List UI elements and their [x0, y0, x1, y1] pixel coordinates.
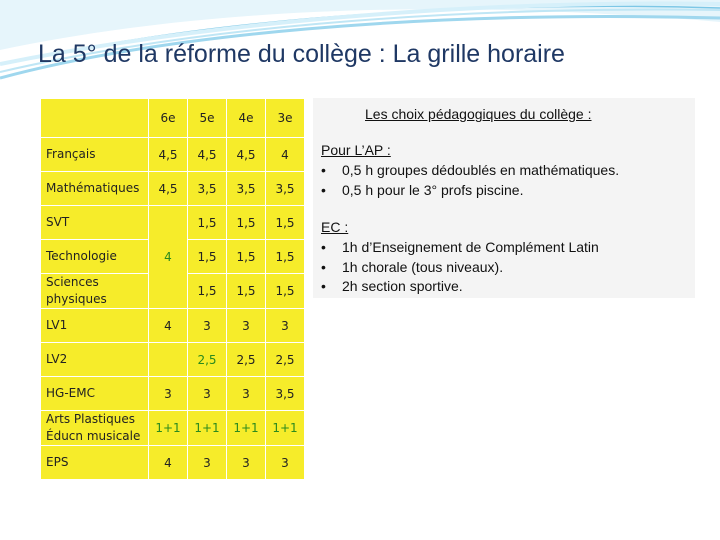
ec-heading: EC :	[321, 219, 349, 235]
hours-cell: 4	[149, 446, 188, 480]
hours-cell: 3	[227, 377, 266, 411]
hours-cell: 1+1	[227, 411, 266, 446]
subject-label: Technologie	[41, 240, 149, 274]
hours-cell: 3	[149, 377, 188, 411]
hours-cell: 3,5	[266, 377, 305, 411]
hours-cell: 3,5	[227, 172, 266, 206]
slide-title: La 5° de la réforme du collège : La grille horaire	[38, 40, 565, 68]
hours-cell: 3	[266, 309, 305, 343]
list-item: • 0,5 h groupes dédoublés en mathématiques.	[321, 161, 619, 181]
hours-cell: 3	[188, 377, 227, 411]
subject-label: Sciences physiques	[41, 274, 149, 309]
pedagogical-choices-panel	[313, 98, 695, 298]
hours-cell: 3	[227, 446, 266, 480]
subject-label: SVT	[41, 206, 149, 240]
table-row	[41, 206, 305, 240]
subject-label-arts	[41, 411, 149, 446]
column-header-3e: 3e	[266, 99, 305, 138]
ec-list	[321, 238, 599, 297]
hours-cell: 3	[188, 446, 227, 480]
hours-cell	[149, 343, 188, 377]
header-empty-cell	[41, 99, 149, 138]
hours-cell: 2,5	[188, 343, 227, 377]
subject-label: LV2	[41, 343, 149, 377]
hours-cell: 1,5	[266, 206, 305, 240]
table-row	[41, 138, 305, 172]
table-row	[41, 343, 305, 377]
table-row	[41, 446, 305, 480]
hours-cell: 3	[266, 446, 305, 480]
hours-cell: 1+1	[266, 411, 305, 446]
subject-label: Français	[41, 138, 149, 172]
table-header-row	[41, 99, 305, 138]
hours-cell: 4	[149, 309, 188, 343]
hours-cell: 1,5	[227, 240, 266, 274]
subject-label: HG-EMC	[41, 377, 149, 411]
subject-label: LV1	[41, 309, 149, 343]
ap-list	[321, 161, 619, 200]
table-row	[41, 309, 305, 343]
column-header-4e: 4e	[227, 99, 266, 138]
hours-cell: 4,5	[149, 138, 188, 172]
hours-cell: 4	[266, 138, 305, 172]
table-row	[41, 411, 305, 446]
hours-cell: 1,5	[188, 274, 227, 309]
hours-cell: 2,5	[266, 343, 305, 377]
schedule-table	[40, 98, 305, 480]
subject-label: Mathématiques	[41, 172, 149, 206]
hours-cell: 1,5	[227, 274, 266, 309]
list-item: • 0,5 h pour le 3° profs piscine.	[321, 181, 619, 201]
hours-cell: 4,5	[227, 138, 266, 172]
hours-cell: 1,5	[266, 240, 305, 274]
subject-label-line: Éducn musicale	[46, 429, 141, 443]
hours-cell: 1+1	[188, 411, 227, 446]
subject-label: EPS	[41, 446, 149, 480]
hours-cell: 2,5	[227, 343, 266, 377]
hours-cell: 1,5	[188, 240, 227, 274]
hours-cell: 4,5	[188, 138, 227, 172]
hours-cell: 1,5	[266, 274, 305, 309]
list-item: • 2h section sportive.	[321, 277, 599, 297]
list-item: • 1h chorale (tous niveaux).	[321, 258, 599, 278]
hours-cell: 3	[188, 309, 227, 343]
hours-cell: 3,5	[266, 172, 305, 206]
hours-cell: 3	[227, 309, 266, 343]
column-header-6e: 6e	[149, 99, 188, 138]
ap-heading: Pour L’AP :	[321, 142, 391, 158]
table-row	[41, 377, 305, 411]
hours-cell: 3,5	[188, 172, 227, 206]
hours-cell: 4,5	[149, 172, 188, 206]
hours-cell: 1,5	[227, 206, 266, 240]
column-header-5e: 5e	[188, 99, 227, 138]
table-row	[41, 172, 305, 206]
panel-title: Les choix pédagogiques du collège :	[365, 106, 592, 122]
list-item: • 1h d’Enseignement de Complément Latin	[321, 238, 599, 258]
subject-label-line: Arts Plastiques	[46, 412, 135, 426]
hours-cell: 1+1	[149, 411, 188, 446]
hours-cell-merged-sciences-6e: 4	[149, 206, 188, 309]
hours-cell: 1,5	[188, 206, 227, 240]
